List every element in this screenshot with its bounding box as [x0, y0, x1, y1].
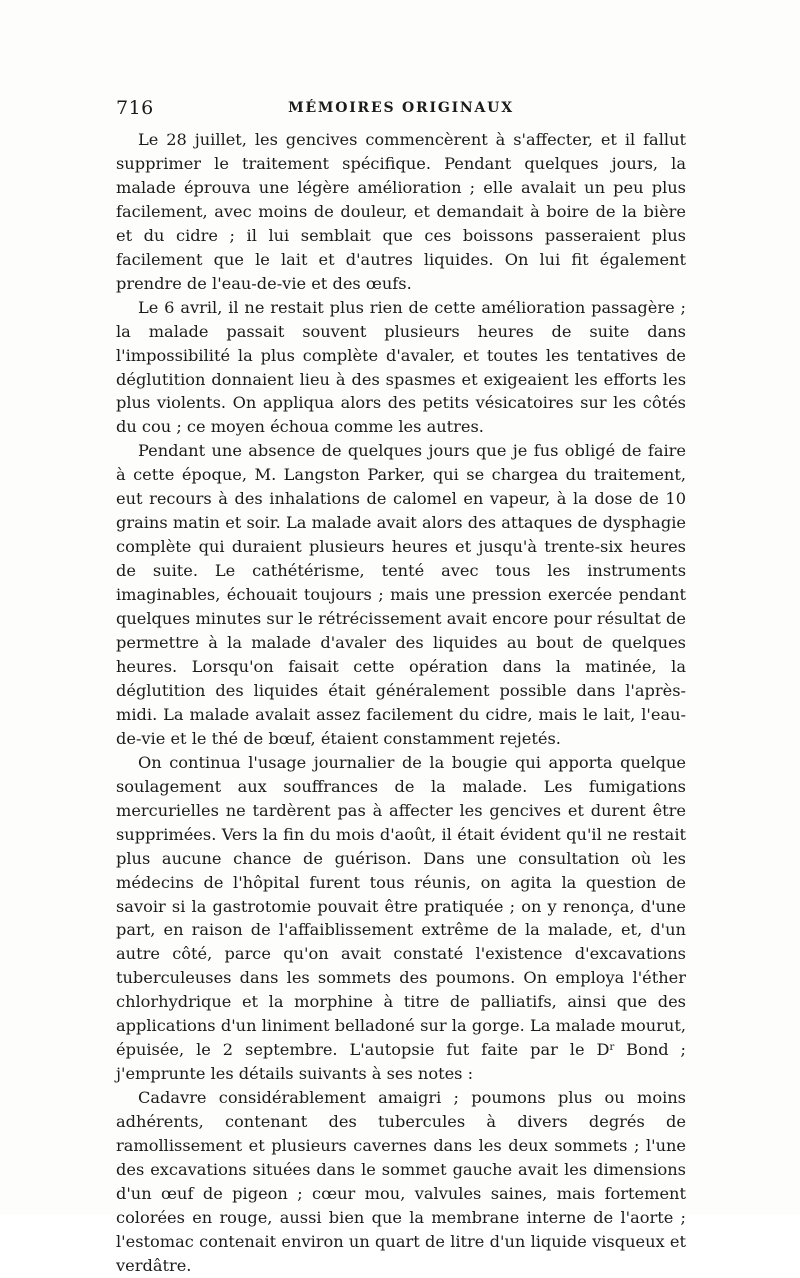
paragraph-text-end: Bond ; j'emprunte les détails suivants à ses notes :: [116, 1040, 686, 1084]
paragraph: Pendant une absence de quelques jours que je fus obligé de faire à cette époque, M. Langston Parker, qui se chargea du traitement, eut recours à des inhalations de calomel en vapeur, à la dose de 10 grains matin et soir. La malade avait alors des attaques de dysphagie complète qui duraient plusieurs heures et jusqu'à trente-six heures de suite. Le cathétérisme, tenté avec tous les instruments imaginables, échouait toujours ; mais une pression exercée pendant quelques minutes sur le rétrécissement avait encore pour résultat de permettre à la malade d'avaler des liquides au bout de quelques heures. Lorsqu'on faisait cette opération dans la matinée, la déglutition des liquides était généralement possible dans l'après-midi. La malade avalait assez facilement du cidre, mais le lait, l'eau-de-vie et le thé de bœuf, étaient constamment rejetés.: [116, 441, 686, 748]
text-body: [116, 128, 686, 1278]
paragraph: Le 28 juillet, les gencives commencèrent à s'affecter, et il fallut supprimer le traitement spécifique. Pendant quelques jours, la malade éprouva une légère amélioration ; elle avalait un peu plus facilement, avec moins de douleur, et demandait à boire de la bière et du cidre ; il lui semblait que ces boissons passeraient plus facilement que le lait et d'autres liquides. On lui fit également prendre de l'eau-de-vie et des œufs.: [116, 130, 686, 293]
superscript: r: [609, 1042, 615, 1054]
running-title: MÉMOIRES ORIGINAUX: [288, 100, 514, 116]
paragraph: Le 6 avril, il ne restait plus rien de cette amélioration passagère ; la malade passait souvent plusieurs heures de suite dans l'impossibilité la plus complète d'avaler, et toutes les tentatives de déglutition donnaient lieu à des spasmes et exigeaient les efforts les plus violents. On appliqua alors des petits vésicatoires sur les côtés du cou ; ce moyen échoua comme les autres.: [116, 297, 686, 437]
paragraph: Cadavre considérablement amaigri ; poumons plus ou moins adhérents, contenant des tubercules à divers degrés de ramollissement et plusieurs cavernes dans les deux sommets ; l'une des excavations situées dans le sommet gauche avait les dimensions d'un œuf de pigeon ; cœur mou, valvules saines, mais fortement colorées en rouge, aussi bien que la membrane interne de l'aorte ; l'estomac contenait environ un quart de litre d'un liquide visqueux et verdâtre.: [116, 1088, 686, 1275]
page-number: 716: [116, 97, 154, 119]
paragraph-text: On continua l'usage journalier de la bougie qui apporta quelque soulagement aux souffrances de la malade. Les fumigations mercurielles ne tardèrent pas à affecter les gencives et durent être supprimées. Vers la fin du mois d'août, il était évident qu'il ne restait plus aucune chance de guérison. Dans une consultation où les médecins de l'hôpital furent tous réunis, on agita la question de savoir si la gastrotomie pouvait être pratiquée ; on y renonça, d'une part, en raison de l'affaiblissement extrême de la malade, et, d'un autre côté, parce qu'on avait constaté l'existence d'excavations tuberculeuses dans les sommets des poumons. On employa l'éther chlorhydrique et la morphine à titre de palliatifs, ainsi que des applications d'un liniment belladoné sur la gorge. La malade mourut, épuisée, le 2 septembre. L'autopsie fut faite par le D: [116, 752, 686, 1060]
page-header: [116, 97, 686, 123]
paragraph: [116, 751, 686, 1086]
